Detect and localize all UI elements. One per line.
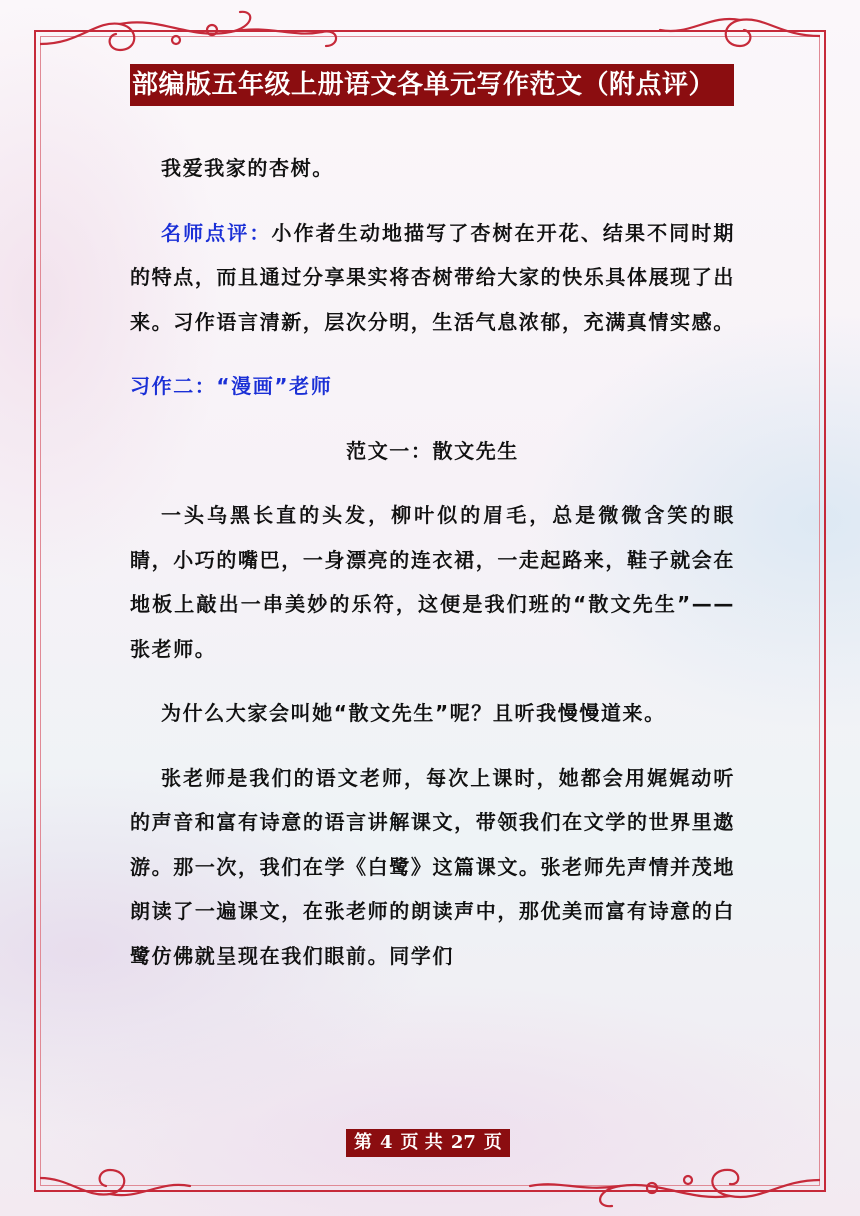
page-current: 4 <box>380 1132 393 1153</box>
paragraph-question: 为什么大家会叫她“散文先生”呢？且听我慢慢道来。 <box>161 701 666 725</box>
essay-title: 范文一：散文先生 <box>346 438 519 463</box>
page-total: 27 <box>450 1132 476 1153</box>
document-body <box>130 146 735 998</box>
paragraph-conclusion: 我爱我家的杏树。 <box>161 156 334 180</box>
page-middle: 页 共 <box>400 1132 443 1153</box>
comment-label: 名师点评： <box>161 220 272 245</box>
paragraph-description: 一头乌黑长直的头发，柳叶似的眉毛，总是微微含笑的眼睛，小巧的嘴巴，一身漂亮的连衣裙，一走起路来，鞋子就会在地板上敲出一串美妙的乐符，这便是我们班的“散文先生”——张老师。 <box>130 503 735 661</box>
bottom-scroll-ornament <box>40 1150 820 1210</box>
section-heading: 习作二：“漫画”老师 <box>130 374 333 398</box>
paragraph-story: 张老师是我们的语文老师，每次上课时，她都会用娓娓动听的声音和富有诗意的语言讲解课文，带领我们在文学的世界里遨游。那一次，我们在学《白鹭》这篇课文。张老师先声情并茂地朗读了一遍课文，在张老师的朗读声中，那优美而富有诗意的白鹭仿佛就呈现在我们眼前。同学们 <box>130 765 735 968</box>
comment-text: 小作者生动地描写了杏树在开花、结果不同时期的特点，而且通过分享果实将杏树带给大家的快乐具体展现了出来。习作语言清新，层次分明，生活气息浓郁，充满真情实感。 <box>130 220 735 334</box>
page-suffix: 页 <box>483 1132 502 1153</box>
page-number <box>346 1129 510 1157</box>
top-scroll-ornament <box>40 10 820 70</box>
page-prefix: 第 <box>354 1132 372 1153</box>
document-title: 部编版五年级上册语文各单元写作范文（附点评） <box>130 64 734 106</box>
paragraph-teacher-comment <box>130 211 735 345</box>
